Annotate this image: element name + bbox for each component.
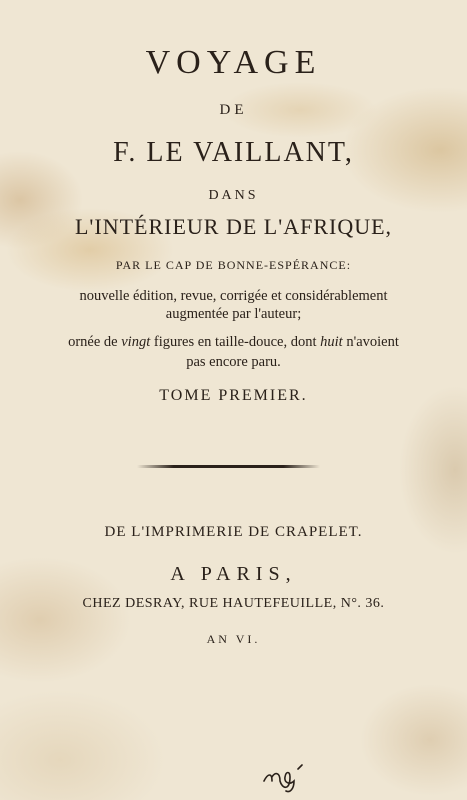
- figures-new-count-italic: huit: [320, 334, 343, 350]
- figures-count-italic: vingt: [121, 334, 151, 350]
- publisher-address: CHEZ DESRAY, RUE HAUTEFEUILLE, N°. 36.: [82, 596, 385, 611]
- figures-middle: figures en taille-douce, dont: [150, 334, 321, 350]
- imprint-city: A PARIS,: [170, 563, 297, 585]
- figures-suffix: n'avoient: [342, 334, 399, 350]
- title-connector-de: DE: [219, 102, 248, 118]
- ornamental-rule: [137, 465, 320, 468]
- figures-prefix: ornée de: [68, 334, 122, 350]
- printer-line: DE L'IMPRIMERIE DE CRAPELET.: [104, 524, 363, 540]
- publication-year: AN VI.: [206, 632, 261, 646]
- book-title: VOYAGE: [145, 44, 322, 81]
- author-name: F. LE VAILLANT,: [113, 137, 354, 168]
- handwritten-mark: [260, 763, 320, 793]
- figures-note-line2: pas encore paru.: [186, 354, 281, 370]
- subtitle-cap: PAR LE CAP DE BONNE-ESPÉRANCE:: [115, 258, 352, 272]
- subtitle-interior: L'INTÉRIEUR DE L'AFRIQUE,: [74, 214, 393, 239]
- figures-note-line1: [0, 334, 467, 351]
- edition-note-line1: nouvelle édition, revue, corrigée et considérablement: [79, 288, 388, 304]
- volume-label: TOME PREMIER.: [159, 387, 308, 404]
- title-connector-dans: DANS: [208, 188, 259, 203]
- edition-note-line2: augmentée par l'auteur;: [165, 306, 302, 322]
